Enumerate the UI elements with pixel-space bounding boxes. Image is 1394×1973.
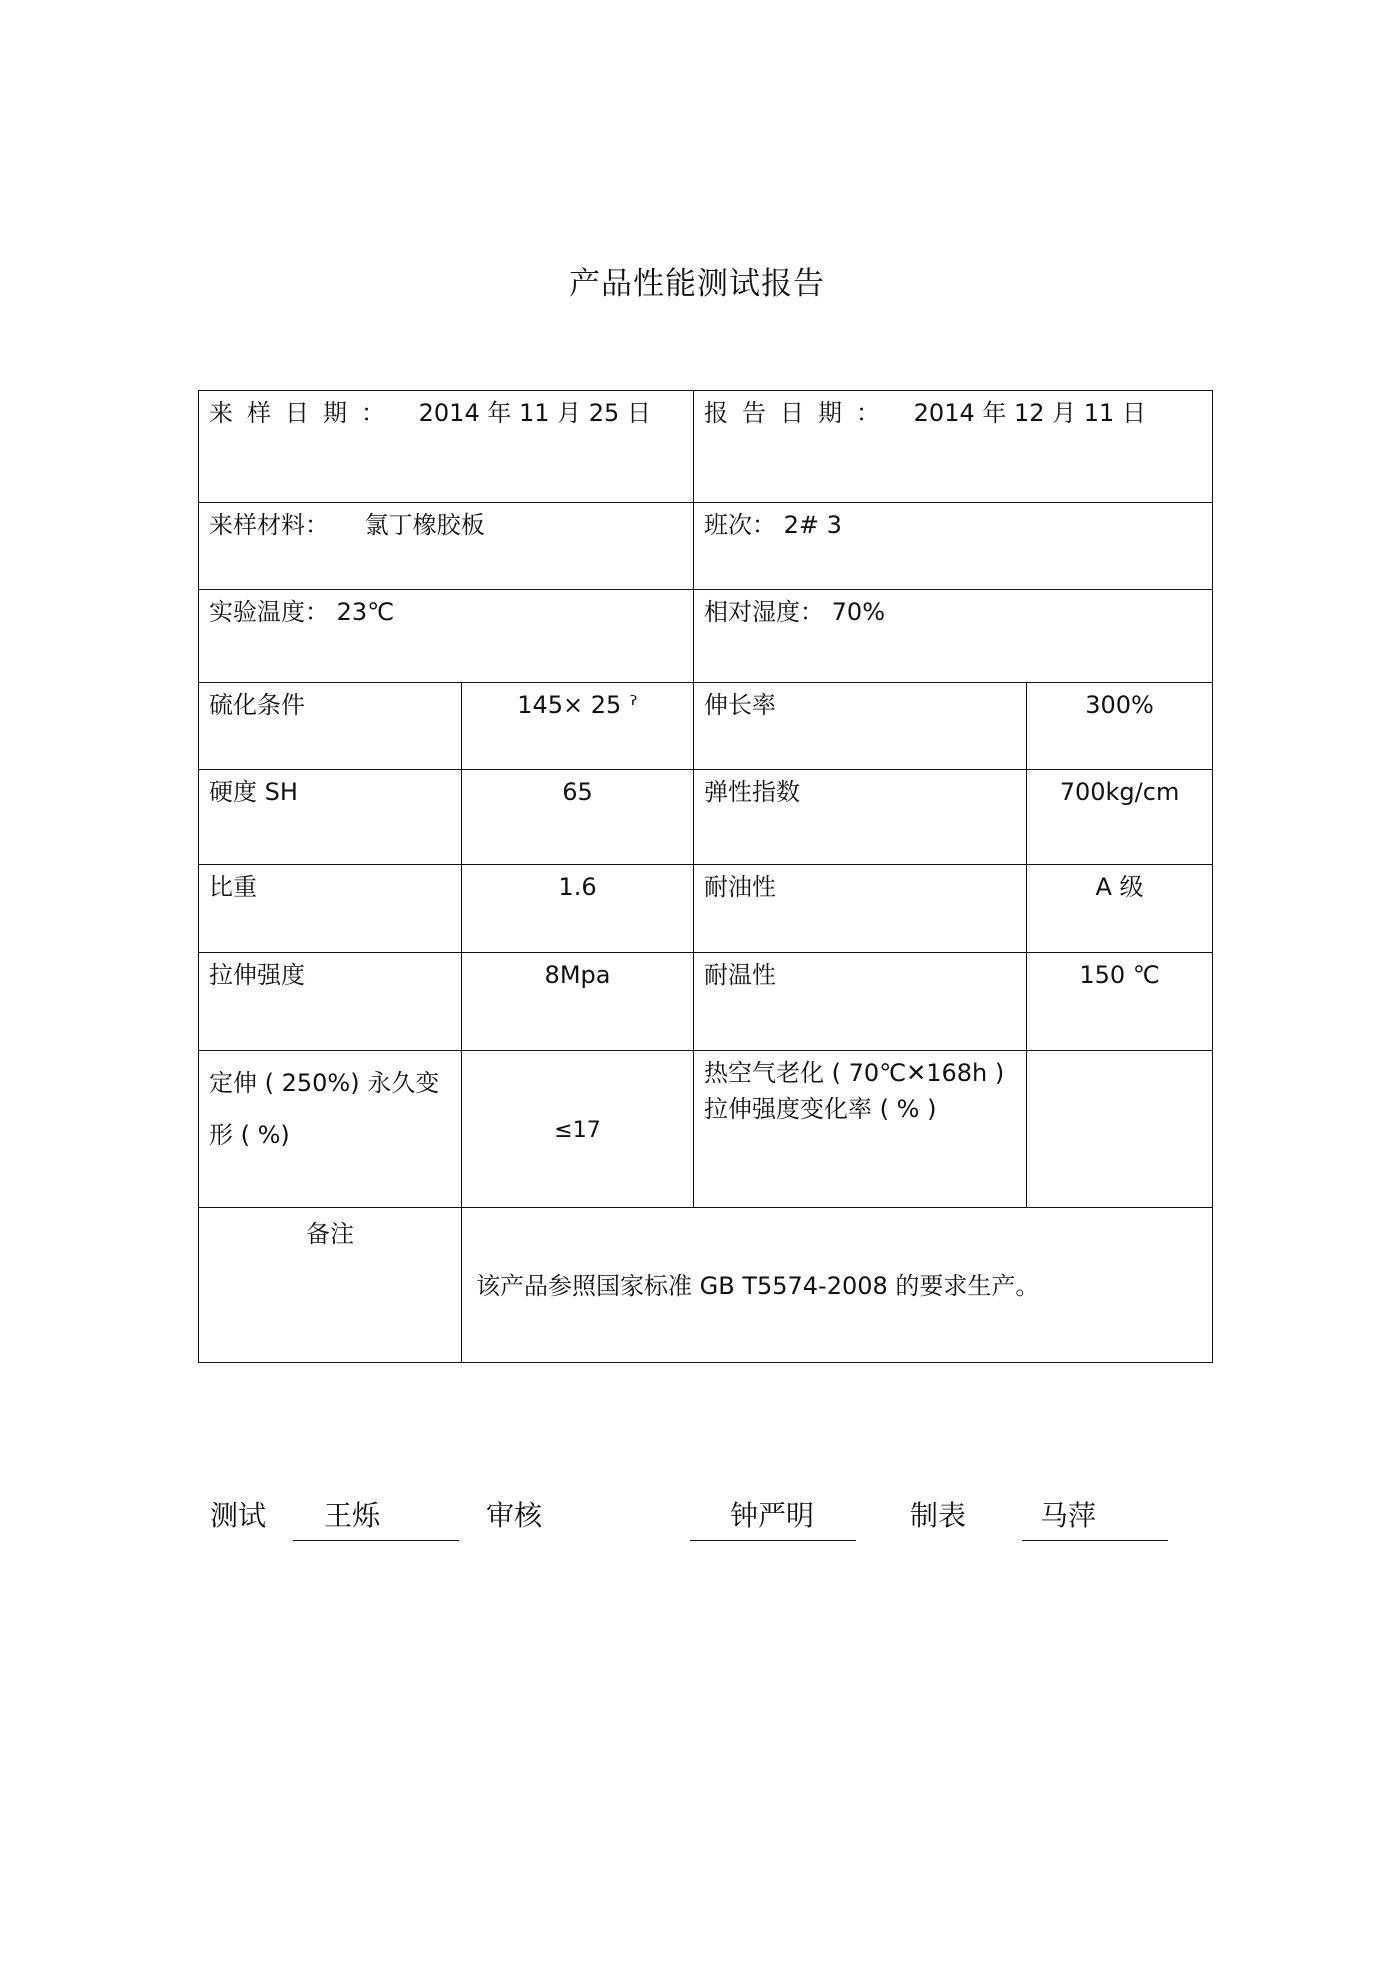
material-row (199, 503, 1213, 590)
remark-text-cell (462, 1208, 1213, 1363)
aging-label-line1: 热空气老化 ( 70℃✕168h ) (704, 1059, 1005, 1087)
permanent-set-label-line2: 形 ( %) (209, 1121, 290, 1149)
aging-value-cell (1027, 1051, 1213, 1208)
tensile-strength-value: 8Mpa (544, 961, 611, 989)
hardness-label: 硬度 SH (209, 778, 298, 806)
report-date-cell (694, 391, 1213, 503)
test-name: 王烁 (324, 1499, 381, 1532)
property-value-cell (462, 865, 694, 953)
property-row (199, 865, 1213, 953)
set-aging-row (199, 1051, 1213, 1208)
property-label-cell (199, 865, 462, 953)
property-row (199, 683, 1213, 770)
property-value-cell (462, 683, 694, 770)
report-date-label: 报告日期： (704, 399, 895, 427)
oil-resistance-value: A 级 (1095, 873, 1144, 901)
elasticity-value: 700kg/cm (1059, 778, 1180, 806)
permanent-set-value-cell (462, 1051, 694, 1208)
environment-row (199, 590, 1213, 683)
humidity-cell (694, 590, 1213, 683)
tensile-strength-label: 拉伸强度 (209, 961, 305, 989)
remark-label-cell (199, 1208, 462, 1363)
property-label-cell (199, 683, 462, 770)
heat-resistance-label: 耐温性 (704, 961, 777, 989)
remark-label: 备注 (306, 1220, 354, 1248)
property-value-cell (1027, 953, 1213, 1051)
property-label-cell (199, 953, 462, 1051)
test-signature-line (293, 1540, 459, 1541)
tab-label: 制表 (910, 1499, 967, 1532)
oil-resistance-label: 耐油性 (704, 873, 777, 901)
tab-name: 马萍 (1040, 1499, 1097, 1532)
review-label: 审核 (486, 1499, 543, 1532)
batch-label: 班次： (704, 511, 777, 539)
property-label-cell (694, 953, 1027, 1051)
property-value-cell (1027, 770, 1213, 865)
density-label: 比重 (209, 873, 257, 901)
material-label: 来样材料： (209, 511, 329, 539)
aging-value (1027, 1051, 1212, 1053)
elongation-value: 300% (1085, 691, 1154, 719)
report-date-value: 2014 年 12 月 11 日 (913, 399, 1146, 427)
date-row (199, 391, 1213, 503)
permanent-set-label-cell (199, 1051, 462, 1208)
page-title: 产品性能测试报告 (569, 266, 825, 302)
property-value-cell (462, 770, 694, 865)
remark-text: 该产品参照国家标准 GB T5574-2008 的要求生产。 (476, 1272, 1040, 1300)
tab-signature-line (1022, 1540, 1168, 1541)
property-value-cell (462, 953, 694, 1051)
hardness-value: 65 (562, 778, 593, 806)
density-value: 1.6 (558, 873, 597, 901)
signature-row (0, 1490, 1394, 1550)
property-value-cell (1027, 683, 1213, 770)
vulcanization-label: 硫化条件 (209, 691, 305, 719)
sample-date-label: 来样日期： (209, 399, 399, 427)
property-value-cell (1027, 865, 1213, 953)
test-label: 测试 (210, 1499, 267, 1532)
permanent-set-value: ≤17 (554, 1118, 601, 1143)
material-cell (199, 503, 694, 590)
property-label-cell (694, 683, 1027, 770)
property-label-cell (694, 770, 1027, 865)
review-name: 钟严明 (730, 1499, 815, 1532)
property-label-cell (199, 770, 462, 865)
vulcanization-value: 145× 25 ˀ (517, 691, 638, 719)
sample-date-cell (199, 391, 694, 503)
property-row (199, 953, 1213, 1051)
humidity-label: 相对湿度： (704, 598, 825, 626)
elasticity-label: 弹性指数 (704, 778, 801, 806)
heat-resistance-value: 150 ℃ (1079, 961, 1160, 989)
material-value: 氯丁橡胶板 (364, 511, 485, 539)
property-label-cell (694, 865, 1027, 953)
aging-label-line2: 拉伸强度变化率 ( % ) (704, 1095, 937, 1123)
aging-label-cell (694, 1051, 1027, 1208)
property-row (199, 770, 1213, 865)
batch-cell (694, 503, 1213, 590)
batch-value: 2# 3 (783, 511, 842, 539)
temperature-cell (199, 590, 694, 683)
sample-date-value: 2014 年 11 月 25 日 (418, 399, 651, 427)
temperature-label: 实验温度： (209, 598, 329, 626)
permanent-set-label-line1: 定伸 ( 250%) 永久变 (209, 1069, 440, 1097)
remark-row (199, 1208, 1213, 1363)
humidity-value: 70% (831, 598, 885, 626)
elongation-label: 伸长率 (704, 691, 777, 719)
temperature-value: 23℃ (336, 598, 395, 626)
review-signature-line (690, 1540, 856, 1541)
report-table (198, 390, 1213, 1363)
